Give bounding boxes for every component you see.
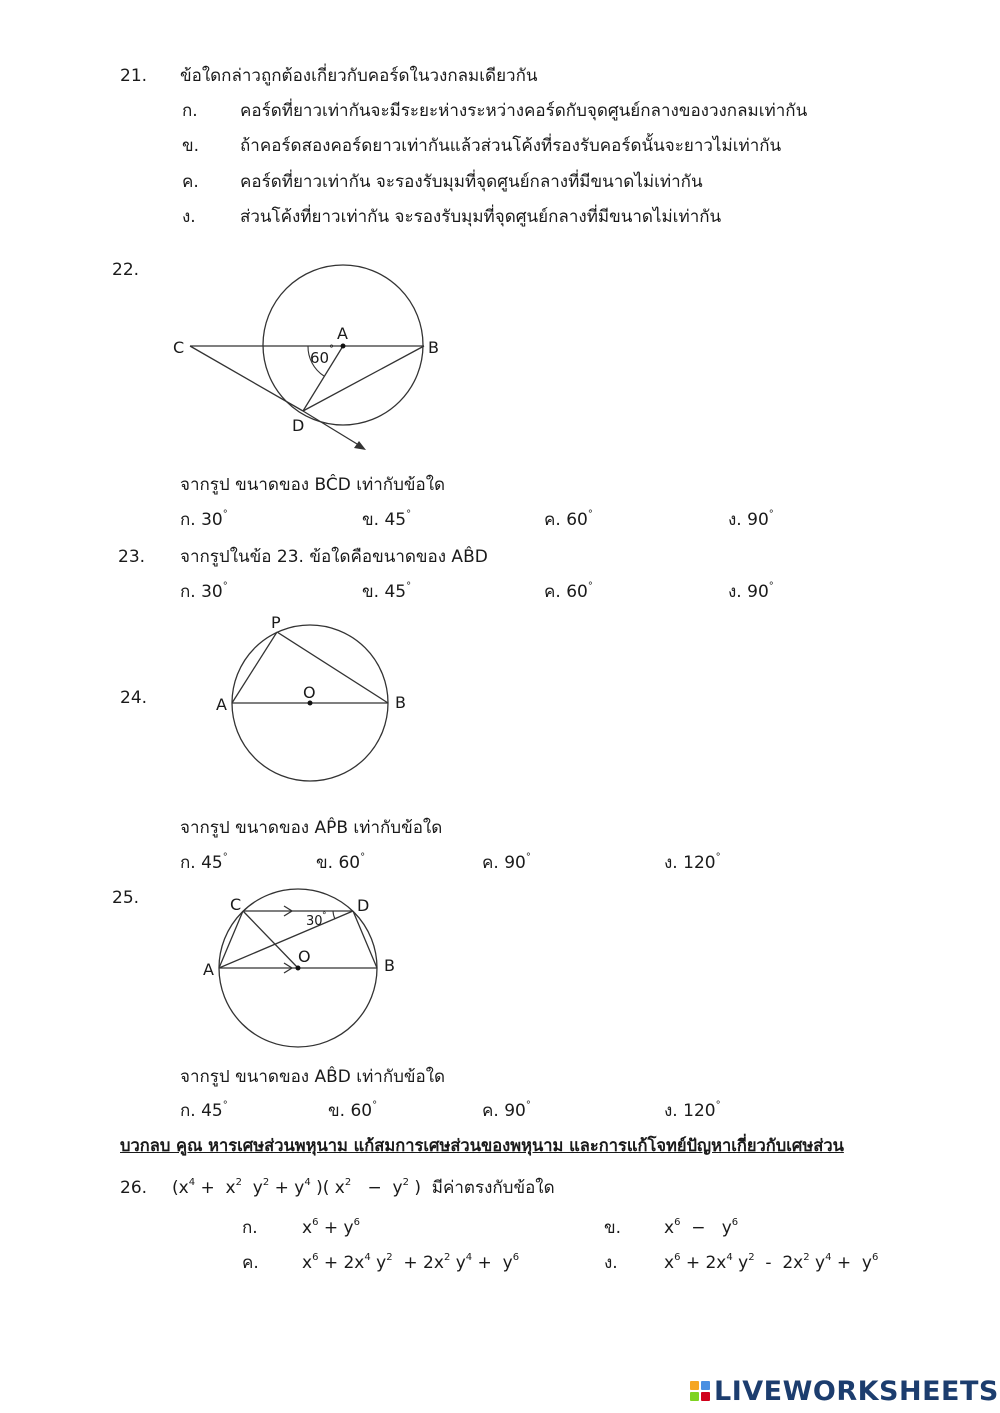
q22-number: 22. (112, 260, 140, 280)
q26-option-a-label: ก. (242, 1218, 258, 1238)
q21-number: 21. (120, 66, 148, 86)
q25-label-o: O (298, 947, 311, 966)
q26-option-b[interactable]: $x^6 - y^6$ (664, 1217, 739, 1238)
q22-option-c-label: ค. (544, 510, 561, 530)
degree-mark: ° (222, 852, 228, 863)
q26-option-d-label: ง. (604, 1253, 618, 1273)
q21-option-c-text: คอร์ดที่ยาวเท่ากัน จะรองรับมุมที่จุดศูนย์กลางที่มีขนาดไม่เท่ากัน (240, 172, 703, 192)
degree-mark: ° (222, 581, 228, 592)
q25-option-a[interactable] (180, 1100, 228, 1121)
q23-option-a-value: 30 (201, 582, 223, 602)
q24-option-c-label: ค. (482, 853, 499, 873)
degree-mark: ° (768, 581, 774, 592)
q25-option-b-value: 60 (350, 1101, 373, 1121)
q26-option-a[interactable]: $x^6 + y^6$ (302, 1217, 360, 1238)
q26-number: 26. (120, 1178, 148, 1198)
degree-mark: ° (360, 852, 366, 863)
q25-line-co (243, 911, 298, 968)
section-title: บวกลบ คูณ หารเศษส่วนพหุนาม แก้สมการเศษส่วนของพหุนาม และการแก้โจทย์ปัญหาเกี่ยวกับเศษส่วน (120, 1136, 844, 1155)
degree-mark: ° (715, 852, 721, 863)
q23-option-a-label: ก. (180, 582, 196, 602)
q21-option-d-label: ง. (182, 207, 196, 227)
q22-option-d-value: 90 (747, 510, 769, 530)
q25-question: จากรูป ขนาดของ AB̂D เท่ากับข้อใด (180, 1067, 446, 1087)
degree-mark: ° (406, 509, 412, 520)
degree-mark: ° (525, 852, 531, 863)
q22-angle-degree: ° (329, 344, 334, 355)
q23-option-c-value: 60 (566, 582, 588, 602)
q22-label-c: C (173, 338, 185, 357)
degree-mark: ° (715, 1100, 721, 1111)
q21-option-a-label: ก. (182, 101, 198, 121)
q24-option-a-value: 45 (201, 853, 223, 873)
q21-text: ข้อใดกล่าวถูกต้องเกี่ยวกับคอร์ดในวงกลมเดียวกัน (180, 66, 538, 86)
degree-mark: ° (406, 581, 412, 592)
q24-option-b-label: ข. (316, 853, 334, 873)
q23-option-b-label: ข. (362, 582, 380, 602)
q24-option-d-value: 120 (683, 853, 716, 873)
q23-number: 23. (118, 547, 146, 567)
logo-square (690, 1381, 699, 1390)
logo-square (701, 1392, 710, 1401)
q25-angle-label: 30 (306, 914, 323, 929)
q26-option-d[interactable]: $x^6 + 2x^4$ $y^2 - 2x^2$ $y^4 + y^6$ (664, 1252, 879, 1273)
q25-option-c-label: ค. (482, 1101, 499, 1121)
q25-option-d[interactable] (664, 1100, 721, 1121)
q23-option-d-value: 90 (747, 582, 769, 602)
q23-text: จากรูปในข้อ 23. ข้อใดคือขนาดของ AB̂D (180, 547, 488, 567)
q24-label-b: B (395, 693, 406, 712)
q22-option-b-label: ข. (362, 510, 380, 530)
degree-mark: ° (222, 509, 228, 520)
q24-question: จากรูป ขนาดของ AP̂B เท่ากับข้อใด (180, 818, 443, 838)
q22-option-d-label: ง. (728, 510, 742, 530)
q25-label-b: B (384, 956, 395, 975)
q24-label-p: P (271, 613, 281, 632)
q23-option-b-value: 45 (384, 582, 407, 602)
q24-label-a: A (216, 695, 227, 714)
q22-label-a: A (337, 324, 348, 343)
q24-option-d-label: ง. (664, 853, 678, 873)
q26-option-c-label: ค. (242, 1253, 259, 1273)
q26-suffix: มีค่าตรงกับข้อใด (431, 1178, 555, 1198)
logo-square (701, 1381, 710, 1390)
q22-angle-label: 60 (310, 349, 330, 367)
logo-text: LIVEWORKSHEETS (714, 1375, 999, 1407)
q26-option-c[interactable]: $x^6 + 2x^4$ $y^2 + 2x^2$ $y^4 + y^6$ (302, 1252, 520, 1273)
q22-option-c-value: 60 (566, 510, 588, 530)
q25-option-c-value: 90 (504, 1101, 526, 1121)
q25-option-b[interactable] (328, 1100, 378, 1121)
q25-option-d-value: 120 (683, 1101, 716, 1121)
q25-line-db (353, 911, 377, 968)
q21-option-d-text: ส่วนโค้งที่ยาวเท่ากัน จะรองรับมุมที่จุดศูนย์กลางที่มีขนาดไม่เท่ากัน (240, 207, 722, 227)
q23-option-c-label: ค. (544, 582, 561, 602)
logo-square (690, 1392, 699, 1401)
q25-label-a: A (203, 960, 214, 979)
q26-option-b-label: ข. (604, 1218, 622, 1238)
q21-option-b-label: ข. (182, 136, 200, 156)
q21-option-c-label: ค. (182, 172, 199, 192)
q25-option-d-label: ง. (664, 1101, 678, 1121)
degree-mark: ° (525, 1100, 531, 1111)
q24-option-b-value: 60 (338, 853, 361, 873)
q25-label-c: C (230, 895, 242, 914)
q23-option-d-label: ง. (728, 582, 742, 602)
q22-option-a-value: 30 (201, 510, 223, 530)
degree-mark: ° (768, 509, 774, 520)
q22-label-d: D (292, 416, 305, 435)
degree-mark: ° (222, 1100, 228, 1111)
q25-angle-degree: ° (322, 911, 327, 921)
q25-option-a-label: ก. (180, 1101, 196, 1121)
q25-center-point (296, 966, 301, 971)
q25-option-a-value: 45 (201, 1101, 223, 1121)
q24-option-c-value: 90 (504, 853, 526, 873)
liveworksheets-logo (690, 1376, 999, 1406)
q22-question: จากรูป ขนาดของ BĈD เท่ากับข้อใด (180, 475, 446, 495)
q22-option-a-label: ก. (180, 510, 196, 530)
q25-label-d: D (357, 896, 370, 915)
q25-option-c[interactable] (482, 1100, 531, 1121)
q22-label-b: B (428, 338, 439, 357)
q21-option-b-text: ถ้าคอร์ดสองคอร์ดยาวเท่ากันแล้วส่วนโค้งที่รองรับคอร์ดนั้นจะยาวไม่เท่ากัน (240, 136, 782, 156)
q26-expression: ($x^4 + x^2$ $y^2 + y^4$ )( $x^2 - y^2$ ) มีค่าตรงกับข้อใด (172, 1177, 555, 1198)
degree-mark: ° (372, 1100, 378, 1111)
q25-option-b-label: ข. (328, 1101, 346, 1121)
q24-number: 24. (120, 688, 148, 708)
q22-option-b-value: 45 (384, 510, 407, 530)
q21-option-a-text: คอร์ดที่ยาวเท่ากันจะมีระยะห่างระหว่างคอร์ดกับจุดศูนย์กลางของวงกลมเท่ากัน (240, 101, 808, 121)
q24-label-o: O (303, 683, 316, 702)
q24-option-a-label: ก. (180, 853, 196, 873)
degree-mark: ° (587, 581, 593, 592)
q25-number: 25. (112, 888, 140, 908)
degree-mark: ° (587, 509, 593, 520)
q25-angle-arc (333, 911, 335, 919)
logo-mark-icon (690, 1381, 710, 1401)
